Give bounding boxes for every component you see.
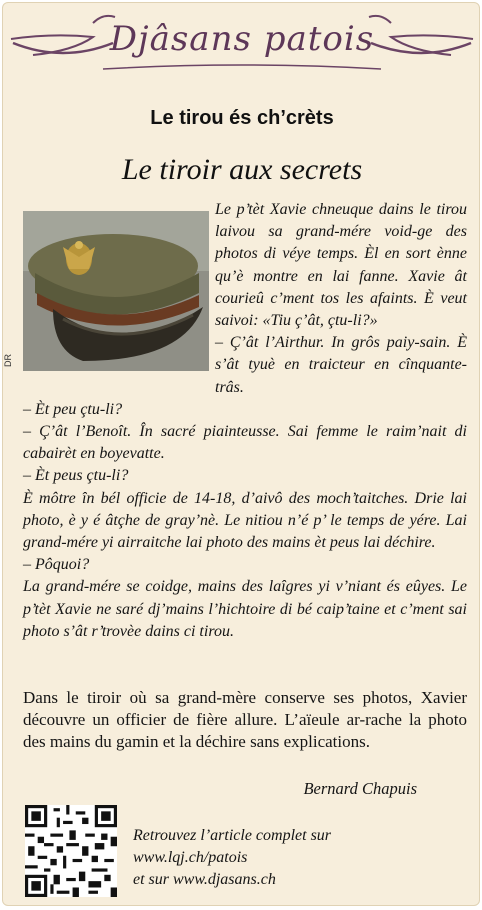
article-body — [23, 199, 467, 643]
author-name: Bernard Chapuis — [303, 779, 417, 798]
paragraph: La grand-mére se coidge, mains des laîgres yi v’niant és eûyes. Le p’tèt Xavie ne saré dj’mains l’hichtoire di bé caip’taine et c’ment sai photo s’ât r’trovèe dains ci tirou. — [23, 578, 467, 640]
article-card — [2, 2, 480, 906]
more-info-line: Retrouvez l’article complet sur — [133, 827, 332, 844]
paragraph: – Ç’ât l’Airthur. In grôs paiy-sain. È s’ât tyuè en traicteur en cînquante-trâs. — [215, 334, 467, 396]
link-djasans[interactable]: et sur www.djasans.ch — [133, 871, 276, 888]
paragraph: – Èt peu çtu-li? — [23, 400, 123, 418]
banner-title: Djâsans patois — [109, 19, 375, 59]
more-info — [133, 825, 473, 891]
link-lqj[interactable]: www.lqj.ch/patois — [133, 849, 248, 866]
qr-code[interactable] — [25, 805, 117, 897]
photo-credit: DR — [3, 354, 13, 367]
french-summary: Dans le tiroir où sa grand-mère conserve ses photos, Xavier découvre un officier de fière allure. L’aïeule ar-rache la photo des mains du gamin et la déchire sans explications. — [23, 688, 467, 751]
paragraph: È môtre în bél officie de 14-18, d’aivô des moch’taitches. Drie lai photo, è y é âtçhe de gray’nè. Le nitiou n’é p’ le temps de yére. Lai grand-mére yi airraitche lai photo des mains èt peus lai déchire. — [23, 489, 467, 552]
paragraph: – Pôquoi? — [23, 556, 90, 574]
headline: Le tirou és ch’crèts — [150, 107, 334, 129]
paragraph: – Ç’ât l’Benoît. În sacré piainteusse. Sai femme le raim’nait di cabairèt en boyevatte. — [23, 423, 467, 463]
paragraph: – Èt peus çtu-li? — [23, 467, 129, 485]
subheadline: Le tiroir aux secrets — [121, 153, 363, 186]
paragraph: Le p’tèt Xavie chneuque dains le tirou laivou sa grand-mére void-ge des photos di véye temps. Èl en sort ènne qu’è montre en lai fanne. Xavie ât courieû c’ment tos les afaints. È veut saivoi: «Tiu ç’ât, çtu-li?» — [215, 201, 467, 330]
